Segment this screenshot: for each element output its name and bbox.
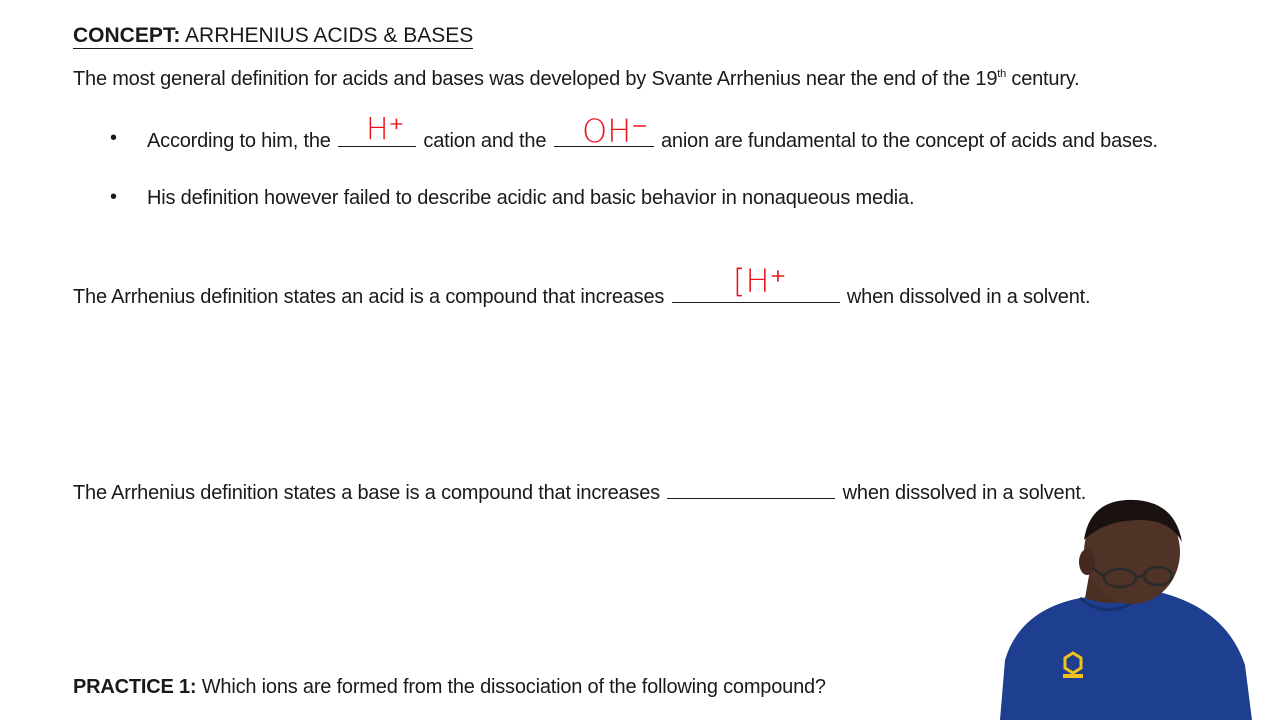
bullet-2: [147, 187, 914, 210]
acid-definition: [73, 284, 1090, 309]
presenter-video: [960, 490, 1280, 720]
bullet-1-part2: cation and the: [423, 130, 547, 152]
intro-sup: th: [997, 68, 1007, 80]
bullet-1-part1: According to him, the: [147, 130, 331, 152]
base-definition: [73, 480, 1086, 505]
page-title: [73, 24, 473, 48]
base-before: The Arrhenius definition states a base is a compound that increases: [73, 482, 660, 504]
bullet-dot-icon: •: [110, 127, 118, 149]
blank-base: [667, 480, 835, 499]
practice-label: PRACTICE 1:: [73, 676, 197, 698]
title-text: ARRHENIUS ACIDS & BASES: [185, 24, 474, 47]
acid-after: when dissolved in a solvent.: [846, 286, 1091, 308]
intro-text: The most general definition for acids and bases was developed by Svante Arrhenius near the end of the 19: [73, 68, 998, 90]
bullet-1: [147, 128, 1158, 153]
intro-paragraph: [73, 68, 1079, 91]
practice-text: Which ions are formed from the dissociation of the following compound?: [201, 676, 826, 698]
handwritten-bracket-h: [H⁺: [733, 262, 787, 300]
title-prefix: CONCEPT:: [73, 24, 181, 47]
intro-text-end: century.: [1006, 68, 1080, 90]
presenter-shirt: [1000, 590, 1252, 720]
handwritten-oh-minus: OH⁻: [582, 112, 649, 150]
acid-before: The Arrhenius definition states an acid is a compound that increases: [73, 286, 665, 308]
bullet-1-part3: anion are fundamental to the concept of acids and bases.: [660, 130, 1158, 152]
practice-question: [73, 676, 826, 699]
base-after: when dissolved in a solvent.: [842, 482, 1087, 504]
bullet-2-text: His definition however failed to describe acidic and basic behavior in nonaqueous media.: [147, 187, 915, 209]
bullet-dot-icon: •: [110, 186, 118, 208]
handwritten-h-plus: H⁺: [366, 112, 405, 147]
